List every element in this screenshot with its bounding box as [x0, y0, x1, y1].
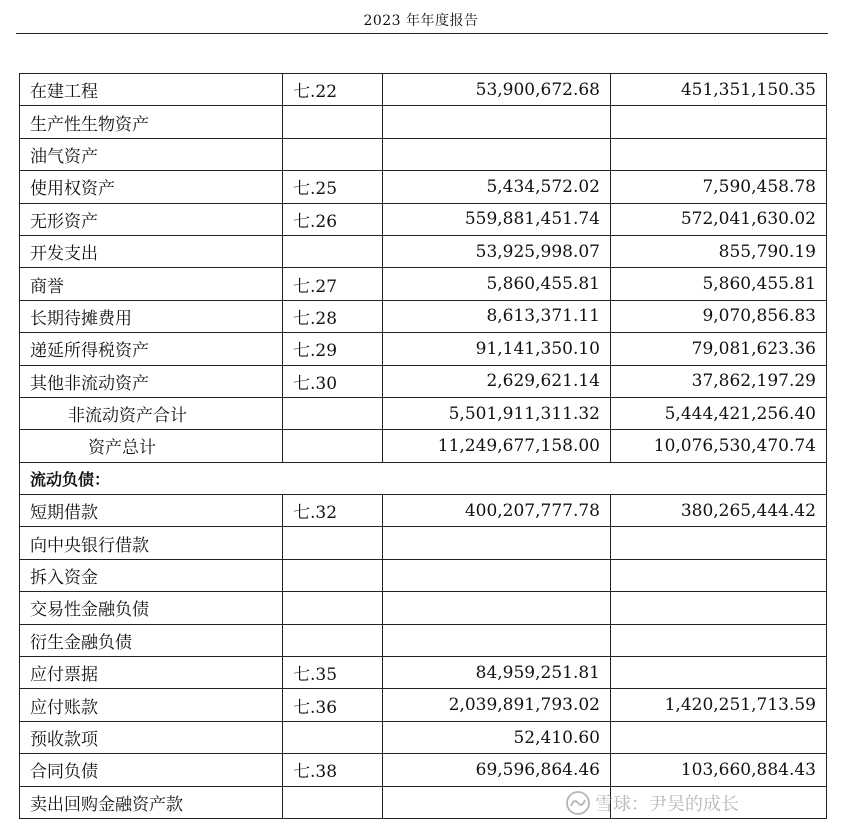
- period-end-value: [383, 559, 611, 591]
- total-row: [20, 430, 827, 462]
- table-row: [20, 495, 827, 527]
- header-divider: [16, 33, 828, 34]
- period-end-value: 5,434,572.02: [383, 171, 611, 203]
- note-ref: [283, 592, 383, 624]
- item-name: 在建工程: [20, 74, 283, 106]
- table-row: [20, 235, 827, 267]
- item-name: 拆入资金: [20, 559, 283, 591]
- note-ref: [283, 624, 383, 656]
- item-name: 卖出回购金融资产款: [20, 786, 283, 818]
- note-ref: 七.29: [283, 333, 383, 365]
- period-end-value: 8,613,371.11: [383, 300, 611, 332]
- period-end-value: 53,925,998.07: [383, 235, 611, 267]
- table-row: [20, 592, 827, 624]
- watermark-text: 雪球：尹吴的成长: [595, 794, 739, 815]
- table-row: [20, 138, 827, 170]
- period-start-value: 7,590,458.78: [611, 171, 827, 203]
- table-row: [20, 527, 827, 559]
- table-row: [20, 786, 827, 818]
- period-start-value: [611, 138, 827, 170]
- table-row: [20, 333, 827, 365]
- note-ref: 七.26: [283, 203, 383, 235]
- period-end-value: [383, 106, 611, 138]
- note-ref: [283, 397, 383, 429]
- table-row: [20, 74, 827, 106]
- period-start-value: 9,070,856.83: [611, 300, 827, 332]
- note-ref: 七.36: [283, 689, 383, 721]
- item-name: 其他非流动资产: [20, 365, 283, 397]
- note-ref: [283, 138, 383, 170]
- item-name: 开发支出: [20, 235, 283, 267]
- period-end-value: [383, 138, 611, 170]
- period-start-value: 5,860,455.81: [611, 268, 827, 300]
- period-end-value: 91,141,350.10: [383, 333, 611, 365]
- item-name: 油气资产: [20, 138, 283, 170]
- period-end-value: 2,629,621.14: [383, 365, 611, 397]
- item-name: 生产性生物资产: [20, 106, 283, 138]
- period-end-value: 11,249,677,158.00: [383, 430, 611, 462]
- note-ref: 七.25: [283, 171, 383, 203]
- period-start-value: 855,790.19: [611, 235, 827, 267]
- period-start-value: 79,081,623.36: [611, 333, 827, 365]
- item-name: 交易性金融负债: [20, 592, 283, 624]
- table-row: [20, 754, 827, 786]
- table-row: [20, 268, 827, 300]
- note-ref: [283, 559, 383, 591]
- item-name: 短期借款: [20, 495, 283, 527]
- period-end-value: 69,596,864.46: [383, 754, 611, 786]
- period-end-value: [383, 527, 611, 559]
- period-end-value: [383, 786, 611, 818]
- item-name: 长期待摊费用: [20, 300, 283, 332]
- table-row: [20, 300, 827, 332]
- note-ref: [283, 235, 383, 267]
- item-name: 使用权资产: [20, 171, 283, 203]
- period-end-value: 5,860,455.81: [383, 268, 611, 300]
- period-start-value: [611, 657, 827, 689]
- period-start-value: 572,041,630.02: [611, 203, 827, 235]
- section-title: 流动负债：: [20, 462, 827, 494]
- item-name: 向中央银行借款: [20, 527, 283, 559]
- note-ref: [283, 527, 383, 559]
- period-start-value: 37,862,197.29: [611, 365, 827, 397]
- section-header-row: [20, 462, 827, 494]
- period-start-value: [611, 786, 827, 818]
- item-name: 应付账款: [20, 689, 283, 721]
- period-end-value: 5,501,911,311.32: [383, 397, 611, 429]
- item-name: 合同负债: [20, 754, 283, 786]
- period-start-value: [611, 559, 827, 591]
- period-start-value: [611, 592, 827, 624]
- period-end-value: [383, 624, 611, 656]
- period-end-value: [383, 592, 611, 624]
- period-start-value: 380,265,444.42: [611, 495, 827, 527]
- period-end-value: 559,881,451.74: [383, 203, 611, 235]
- period-start-value: 451,351,150.35: [611, 74, 827, 106]
- note-ref: 七.22: [283, 74, 383, 106]
- note-ref: 七.28: [283, 300, 383, 332]
- note-ref: 七.35: [283, 657, 383, 689]
- period-start-value: 1,420,251,713.59: [611, 689, 827, 721]
- table-row: [20, 203, 827, 235]
- period-end-value: 2,039,891,793.02: [383, 689, 611, 721]
- table-row: [20, 559, 827, 591]
- table-row: [20, 689, 827, 721]
- note-ref: [283, 430, 383, 462]
- period-start-value: [611, 106, 827, 138]
- item-name: 商誉: [20, 268, 283, 300]
- item-name: 资产总计: [20, 430, 283, 462]
- report-header-title: 2023 年年度报告: [363, 13, 479, 29]
- note-ref: [283, 721, 383, 753]
- note-ref: [283, 106, 383, 138]
- table-row: [20, 171, 827, 203]
- period-start-value: 5,444,421,256.40: [611, 397, 827, 429]
- table-row: [20, 721, 827, 753]
- period-start-value: [611, 721, 827, 753]
- table-row: [20, 365, 827, 397]
- note-ref: 七.32: [283, 495, 383, 527]
- item-name: 非流动资产合计: [20, 397, 283, 429]
- table-row: [20, 657, 827, 689]
- item-name: 递延所得税资产: [20, 333, 283, 365]
- item-name: 应付票据: [20, 657, 283, 689]
- note-ref: 七.30: [283, 365, 383, 397]
- item-name: 无形资产: [20, 203, 283, 235]
- subtotal-row: [20, 397, 827, 429]
- period-end-value: 53,900,672.68: [383, 74, 611, 106]
- period-start-value: 10,076,530,470.74: [611, 430, 827, 462]
- item-name: 预收款项: [20, 721, 283, 753]
- table-row: [20, 106, 827, 138]
- period-end-value: 400,207,777.78: [383, 495, 611, 527]
- balance-sheet-table: [19, 73, 827, 819]
- item-name: 衍生金融负债: [20, 624, 283, 656]
- period-start-value: 103,660,884.43: [611, 754, 827, 786]
- note-ref: 七.38: [283, 754, 383, 786]
- table-row: [20, 624, 827, 656]
- period-start-value: [611, 527, 827, 559]
- note-ref: 七.27: [283, 268, 383, 300]
- period-start-value: [611, 624, 827, 656]
- period-end-value: 84,959,251.81: [383, 657, 611, 689]
- note-ref: [283, 786, 383, 818]
- period-end-value: 52,410.60: [383, 721, 611, 753]
